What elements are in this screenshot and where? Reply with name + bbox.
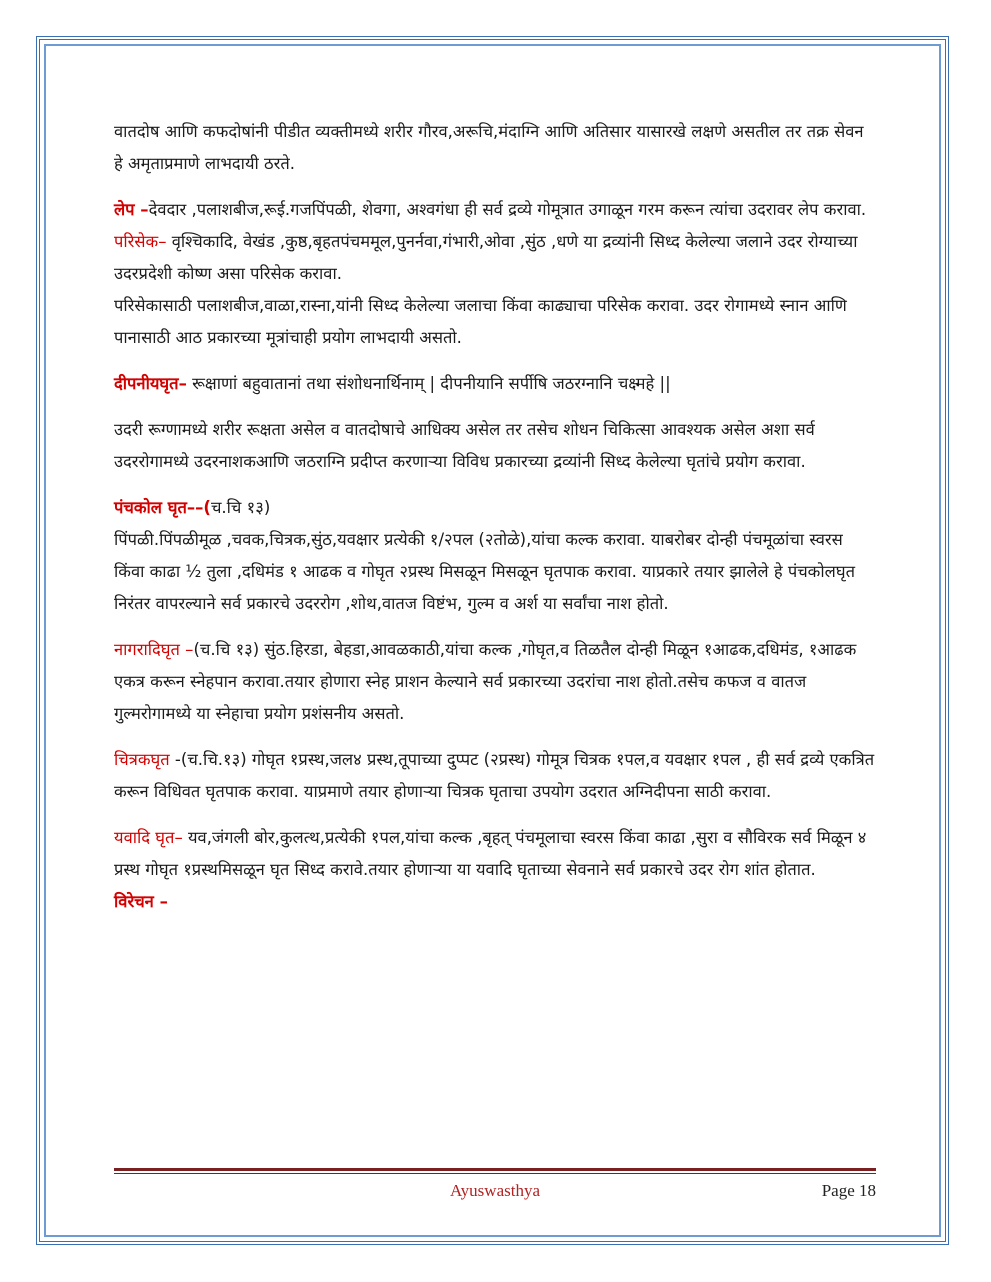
heading-nagaradi: नागरादिघृत –	[114, 640, 194, 659]
paragraph-lep	[114, 194, 876, 226]
lep-text: देवदार ,पलाशबीज,रूई.गजपिंपळी, शेवगा, अश्वगंधा ही सर्व द्रव्ये गोमूत्रात उगाळून गरम करून त्यांचा उदरावर लेप करावा.	[148, 200, 867, 219]
heading-yavadi: यवादि घृत–	[114, 828, 183, 847]
paragraph-panchakola: पिंपळी.पिंपळीमूळ ,चवक,चित्रक,सुंठ,यवक्षार प्रत्येकी १/२पल (२तोळे),यांचा कल्क करावा. याबरोबर दोन्ही पंचमूळांचा स्वरस किंवा काढा ½ तुला ,दधिमंड १ आढक व गोघृत २प्रस्थ मिसळून मिसळून घृतपाक करावा. याप्रकारे तयार झालेले हे पंचकोलघृत निरंतर वापरल्याने सर्व प्रकारचे उदररोग ,शोथ,वातज विष्टंभ, गुल्म व अर्श या सर्वांचा नाश होतो.	[114, 530, 855, 613]
footer-title: Ayuswasthya	[449, 1181, 541, 1200]
heading-pariseka: परिसेक–	[114, 232, 167, 251]
document-body	[114, 116, 876, 932]
chitraka-text: -(च.चि.१३) गोघृत १प्रस्थ,जल४ प्रस्थ,तूपाच्या दुप्पट (२प्रस्थ) गोमूत्र चित्रक १पल,व यवक्षार १पल , ही सर्व द्रव्ये एकत्रित करून विधिवत घृतपाक करावा. याप्रमाणे तयार होणाऱ्या चित्रक घृताचा उपयोग उदरात अग्निदीपना साठी करावा.	[114, 750, 875, 801]
paragraph-virechana	[114, 886, 876, 918]
paragraph-takra: वातदोष आणि कफदोषांनी पीडीत व्यक्तीमध्ये शरीर गौरव,अरूचि,मंदाग्नि आणि अतिसार यासारखे लक्षणे असतील तर तक्र सेवन हे अमृताप्रमाणे लाभदायी ठरते.	[114, 122, 864, 173]
heading-virechana: विरेचन –	[114, 892, 168, 911]
panchakola-ref: च.चि १३)	[210, 498, 271, 517]
paragraph-dipaniya: उदरी रूग्णामध्ये शरीर रूक्षता असेल व वातदोषाचे आधिक्य असेल तर तसेच शोधन चिकित्सा आवश्यक असेल अशा सर्व उदररोगामध्ये उदरनाशकआणि जठराग्नि प्रदीप्त करणाऱ्या विविध प्रकारच्या द्रव्यांनी सिध्द केलेल्या घृतांचे प्रयोग करावा.	[114, 420, 815, 471]
page-number: Page 18	[821, 1181, 876, 1200]
heading-chitraka: चित्रकघृत	[114, 750, 170, 769]
pariseka-text: वृश्चिकादि, वेखंड ,कुष्ठ,बृहतपंचममूल,पुनर्नवा,गंभारी,ओवा ,सुंठ ,धणे या द्रव्यांनी सिध्द केलेल्या जलाने उदर रोग्याच्या उदरप्रदेशी कोष्ण असा परिसेक करावा.	[114, 232, 858, 283]
dipaniya-shloka: रूक्षाणां बहुवातानां तथा संशोधनार्थिनाम् | दीपनीयानि सर्पीषि जठरग्नानि चक्ष्महे ||	[186, 374, 671, 393]
paragraph-panchakola-heading	[114, 492, 876, 524]
nagaradi-text: (च.चि १३) सुंठ.हिरडा, बेहडा,आवळकाठी,यांचा कल्क ,गोघृत,व तिळतैल दोन्ही मिळून १आढक,दधिमंड, १आढक एकत्र करून स्नेहपान करावा.तयार होणारा स्नेह प्राशन केल्याने सर्व प्रकारच्या उदरांचा नाश होतो.तसेच कफज व वातज गुल्मरोगामध्ये या स्नेहाचा प्रयोग प्रशंसनीय असतो.	[114, 640, 857, 723]
footer-rule	[114, 1168, 876, 1171]
yavadi-text: यव,जंगली बोर,कुलत्थ,प्रत्येकी १पल,यांचा कल्क ,बृहत् पंचमूलाचा स्वरस किंवा काढा ,सुरा व सौविरक सर्व मिळून ४ प्रस्थ गोघृत १प्रस्थमिसळून घृत सिध्द करावे.तयार होणाऱ्या या यवादि घृताच्या सेवनाने सर्व प्रकारचे उदर रोग शांत होतात.	[114, 828, 867, 879]
paragraph-yavadi	[114, 822, 876, 886]
heading-lep: लेप –	[114, 200, 149, 219]
paragraph-chitraka	[114, 744, 876, 808]
heading-panchakola: पंचकोल घृत––(	[114, 498, 211, 517]
paragraph-dipaniya-shloka	[114, 368, 876, 400]
footer-rule-thin	[114, 1173, 876, 1174]
paragraph-pariseka	[114, 226, 876, 290]
paragraph-nagaradi	[114, 634, 876, 730]
paragraph-pariseka-2: परिसेकासाठी पलाशबीज,वाळा,रास्ना,यांनी सिध्द केलेल्या जलाचा किंवा काढ्याचा परिसेक करावा. उदर रोगामध्ये स्नान आणि पानासाठी आठ प्रकारच्या मूत्रांचाही प्रयोग लाभदायी असतो.	[114, 296, 847, 347]
heading-dipaniya: दीपनीयघृत–	[114, 374, 187, 393]
